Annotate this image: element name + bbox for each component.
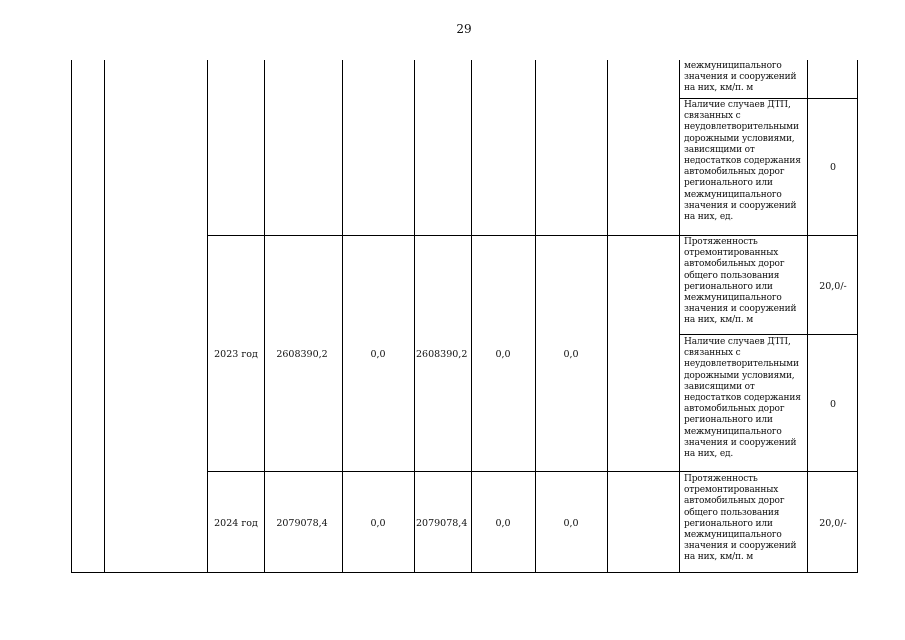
- indicator-text-line: регионального или: [684, 281, 773, 292]
- indicator-text-line: межмуниципального: [684, 189, 782, 200]
- indicator-text-line: автомобильных дорог: [684, 167, 785, 178]
- indicator-text-accidents: [684, 337, 809, 460]
- indicator-text-line: недостатков содержания: [684, 393, 801, 404]
- indicator-text-line: межмуниципального: [684, 293, 782, 304]
- indicator-text-line: недостатков содержания: [684, 156, 801, 167]
- indicator-text-line: на них, км/п. м: [684, 315, 754, 326]
- funding-total: 2608390,2: [276, 349, 328, 360]
- column-border: [207, 60, 208, 572]
- funding-other: 0,0: [563, 349, 579, 360]
- column-border: [414, 60, 415, 572]
- indicator-text-line: отремонтированных: [684, 485, 779, 496]
- year-label: 2024 год: [214, 518, 258, 529]
- indicator-text-line: на них, ед.: [684, 212, 734, 223]
- indicator-text-line: автомобильных дорог: [684, 496, 785, 507]
- indicator-text-line: Протяженность: [684, 237, 758, 247]
- indicator-text-line: межмуниципального: [684, 61, 782, 71]
- column-border: [264, 60, 265, 572]
- funding-regional: 2608390,2: [416, 349, 468, 360]
- indicator-text-line: значения и сооружений: [684, 304, 797, 315]
- indicator-target-value: 20,0/-: [819, 518, 847, 529]
- indicator-text-line: значения и сооружений: [684, 72, 797, 83]
- column-border: [535, 60, 536, 572]
- indicator-text-repaired-length: [684, 237, 809, 327]
- indicator-text-line: на них, км/п. м: [684, 552, 754, 563]
- funding-local: 0,0: [495, 349, 511, 360]
- column-border: [679, 60, 680, 572]
- indicator-text-line: регионального или: [684, 518, 773, 529]
- indicator-text-line: регионального или: [684, 178, 773, 189]
- funding-total: 2079078,4: [276, 518, 328, 529]
- funding-other: 0,0: [563, 518, 579, 529]
- indicator-text-line: зависящими от: [684, 144, 755, 155]
- year-label: 2023 год: [214, 349, 258, 360]
- funding-regional: 2079078,4: [416, 518, 468, 529]
- indicator-text-line: Наличие случаев ДТП,: [684, 337, 791, 347]
- indicator-target-value: 0: [829, 399, 837, 410]
- year-divider: [207, 471, 858, 472]
- indicator-text-line: зависящими от: [684, 381, 755, 392]
- indicator-divider: [679, 334, 858, 335]
- indicator-text-line: связанных с: [684, 111, 741, 122]
- indicator-text-line: на них, км/п. м: [684, 83, 754, 94]
- indicator-text-line: на них, ед.: [684, 449, 734, 460]
- indicator-target-value: 20,0/-: [819, 281, 847, 292]
- indicator-divider: [679, 98, 858, 99]
- indicator-text-line: неудовлетворительными: [684, 359, 799, 370]
- indicator-text-continued: [684, 61, 809, 95]
- indicator-text-line: автомобильных дорог: [684, 259, 785, 270]
- indicator-text-line: отремонтированных: [684, 248, 779, 259]
- indicator-text-line: Наличие случаев ДТП,: [684, 100, 791, 110]
- funding-local: 0,0: [495, 518, 511, 529]
- column-border: [342, 60, 343, 572]
- year-divider: [207, 235, 858, 236]
- indicator-text-line: общего пользования: [684, 270, 780, 281]
- column-border: [607, 60, 608, 572]
- indicator-text-line: Протяженность: [684, 474, 758, 484]
- indicator-text-line: межмуниципального: [684, 530, 782, 541]
- indicator-text-repaired-length: [684, 474, 809, 564]
- indicator-text-line: неудовлетворительными: [684, 122, 799, 133]
- indicator-text-accidents: [684, 100, 809, 223]
- indicator-target-value: 0: [829, 162, 837, 173]
- indicator-text-line: автомобильных дорог: [684, 404, 785, 415]
- indicator-text-line: дорожными условиями,: [684, 133, 795, 144]
- page-number: 29: [456, 22, 472, 36]
- column-border: [104, 60, 105, 572]
- indicator-text-line: межмуниципального: [684, 426, 782, 437]
- indicator-text-line: регионального или: [684, 415, 773, 426]
- indicator-text-line: значения и сооружений: [684, 200, 797, 211]
- funding-federal: 0,0: [370, 349, 386, 360]
- column-border: [471, 60, 472, 572]
- indicator-text-line: дорожными условиями,: [684, 370, 795, 381]
- funding-federal: 0,0: [370, 518, 386, 529]
- indicator-text-line: значения и сооружений: [684, 541, 797, 552]
- indicator-text-line: значения и сооружений: [684, 437, 797, 448]
- indicator-text-line: общего пользования: [684, 507, 780, 518]
- indicator-text-line: связанных с: [684, 348, 741, 359]
